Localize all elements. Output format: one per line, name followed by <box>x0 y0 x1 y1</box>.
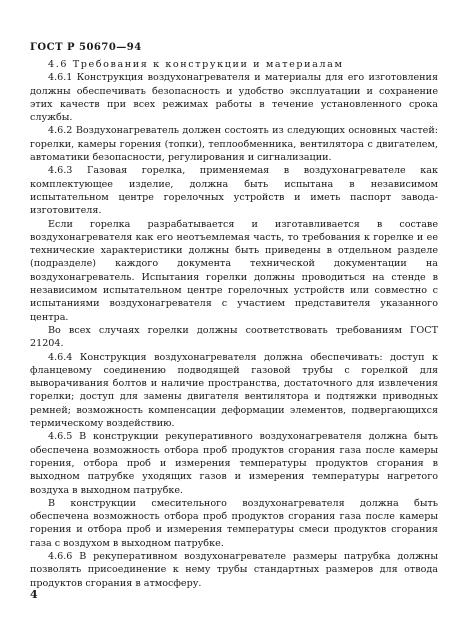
paragraph-burner-integral: Если горелка разрабатывается и изготавливается в составе воздухонагревателя как его неотъемлемая часть, то требования к горелке и ее технические характеристики должны быть приведены в отдельном разделе (подразделе) каждого документа технической документации на воздухонагреватель. Испытания горелки должны проводиться на стенде в независимом испытательном центре горелочных устройств или совместно с испытаниями воздухонагревателя с участием представителя указанного центра. <box>30 218 438 323</box>
paragraph-4-6-1: 4.6.1 Конструкция воздухонагревателя и материалы для его изготовления должны обеспечивать безопасность и удобство эксплуатации и сохранение этих качеств при всех режимах работы в течение установленного срока службы. <box>30 72 438 124</box>
paragraph-4-6-6: 4.6.6 В рекуперативном воздухонагревателе размеры патрубка должны позволять присоединение к нему трубы стандартных размеров для отвода продуктов сгорания в атмосферу. <box>30 550 438 589</box>
paragraph-4-6-4: 4.6.4 Конструкция воздухонагревателя должна обеспечивать: доступ к фланцевому соединению подводящей газовой трубы с горелкой для выворачивания болтов и наличие пространства, достаточного для извлечения горелки; доступ для замены двигателя вентилятора и подтяжки приводных ремней; возможность компенсации деформации элементов, подвергающихся термическому воздействию. <box>30 351 438 430</box>
paragraph-4-6-3: 4.6.3 Газовая горелка, применяемая в воздухонагревателе как комплектующее изделие, должна быть испытана в независимом испытательном центре горелочных устройств и иметь паспорт завода-изготовителя. <box>30 165 438 217</box>
paragraph-4-6-5: 4.6.5 В конструкции рекуперативного воздухонагревателя должна быть обеспечена возможность отбора проб продуктов сгорания газа после камеры горения, отбора проб и измерения температуры продуктов сгорания в выходном патрубке уходящих газов и измерения температуры нагретого воздуха в выходном патрубке. <box>30 431 438 496</box>
paragraph-gost-21204: Во всех случаях горелки должны соответствовать требованиям ГОСТ 21204. <box>30 324 438 350</box>
body-text <box>30 58 438 590</box>
paragraph-mixing-heater: В конструкции смесительного воздухонагревателя должна быть обеспечена возможность отбора проб продуктов сгорания газа после камеры горения и отбора проб и измерения температуры смеси продуктов сгорания газа с воздухом в выходном патрубке. <box>30 497 438 549</box>
section-title: 4.6 Требования к конструкции и материалам <box>48 59 344 70</box>
paragraph-4-6-2: 4.6.2 Воздухонагреватель должен состоять из следующих основных частей: горелки, камеры горения (топки), теплообменника, вентилятора с двигателем, автоматики безопасности, регулирования и сигнализации. <box>30 125 438 164</box>
standard-header: ГОСТ Р 50670—94 <box>30 42 142 53</box>
page-number: 4 <box>30 588 38 601</box>
